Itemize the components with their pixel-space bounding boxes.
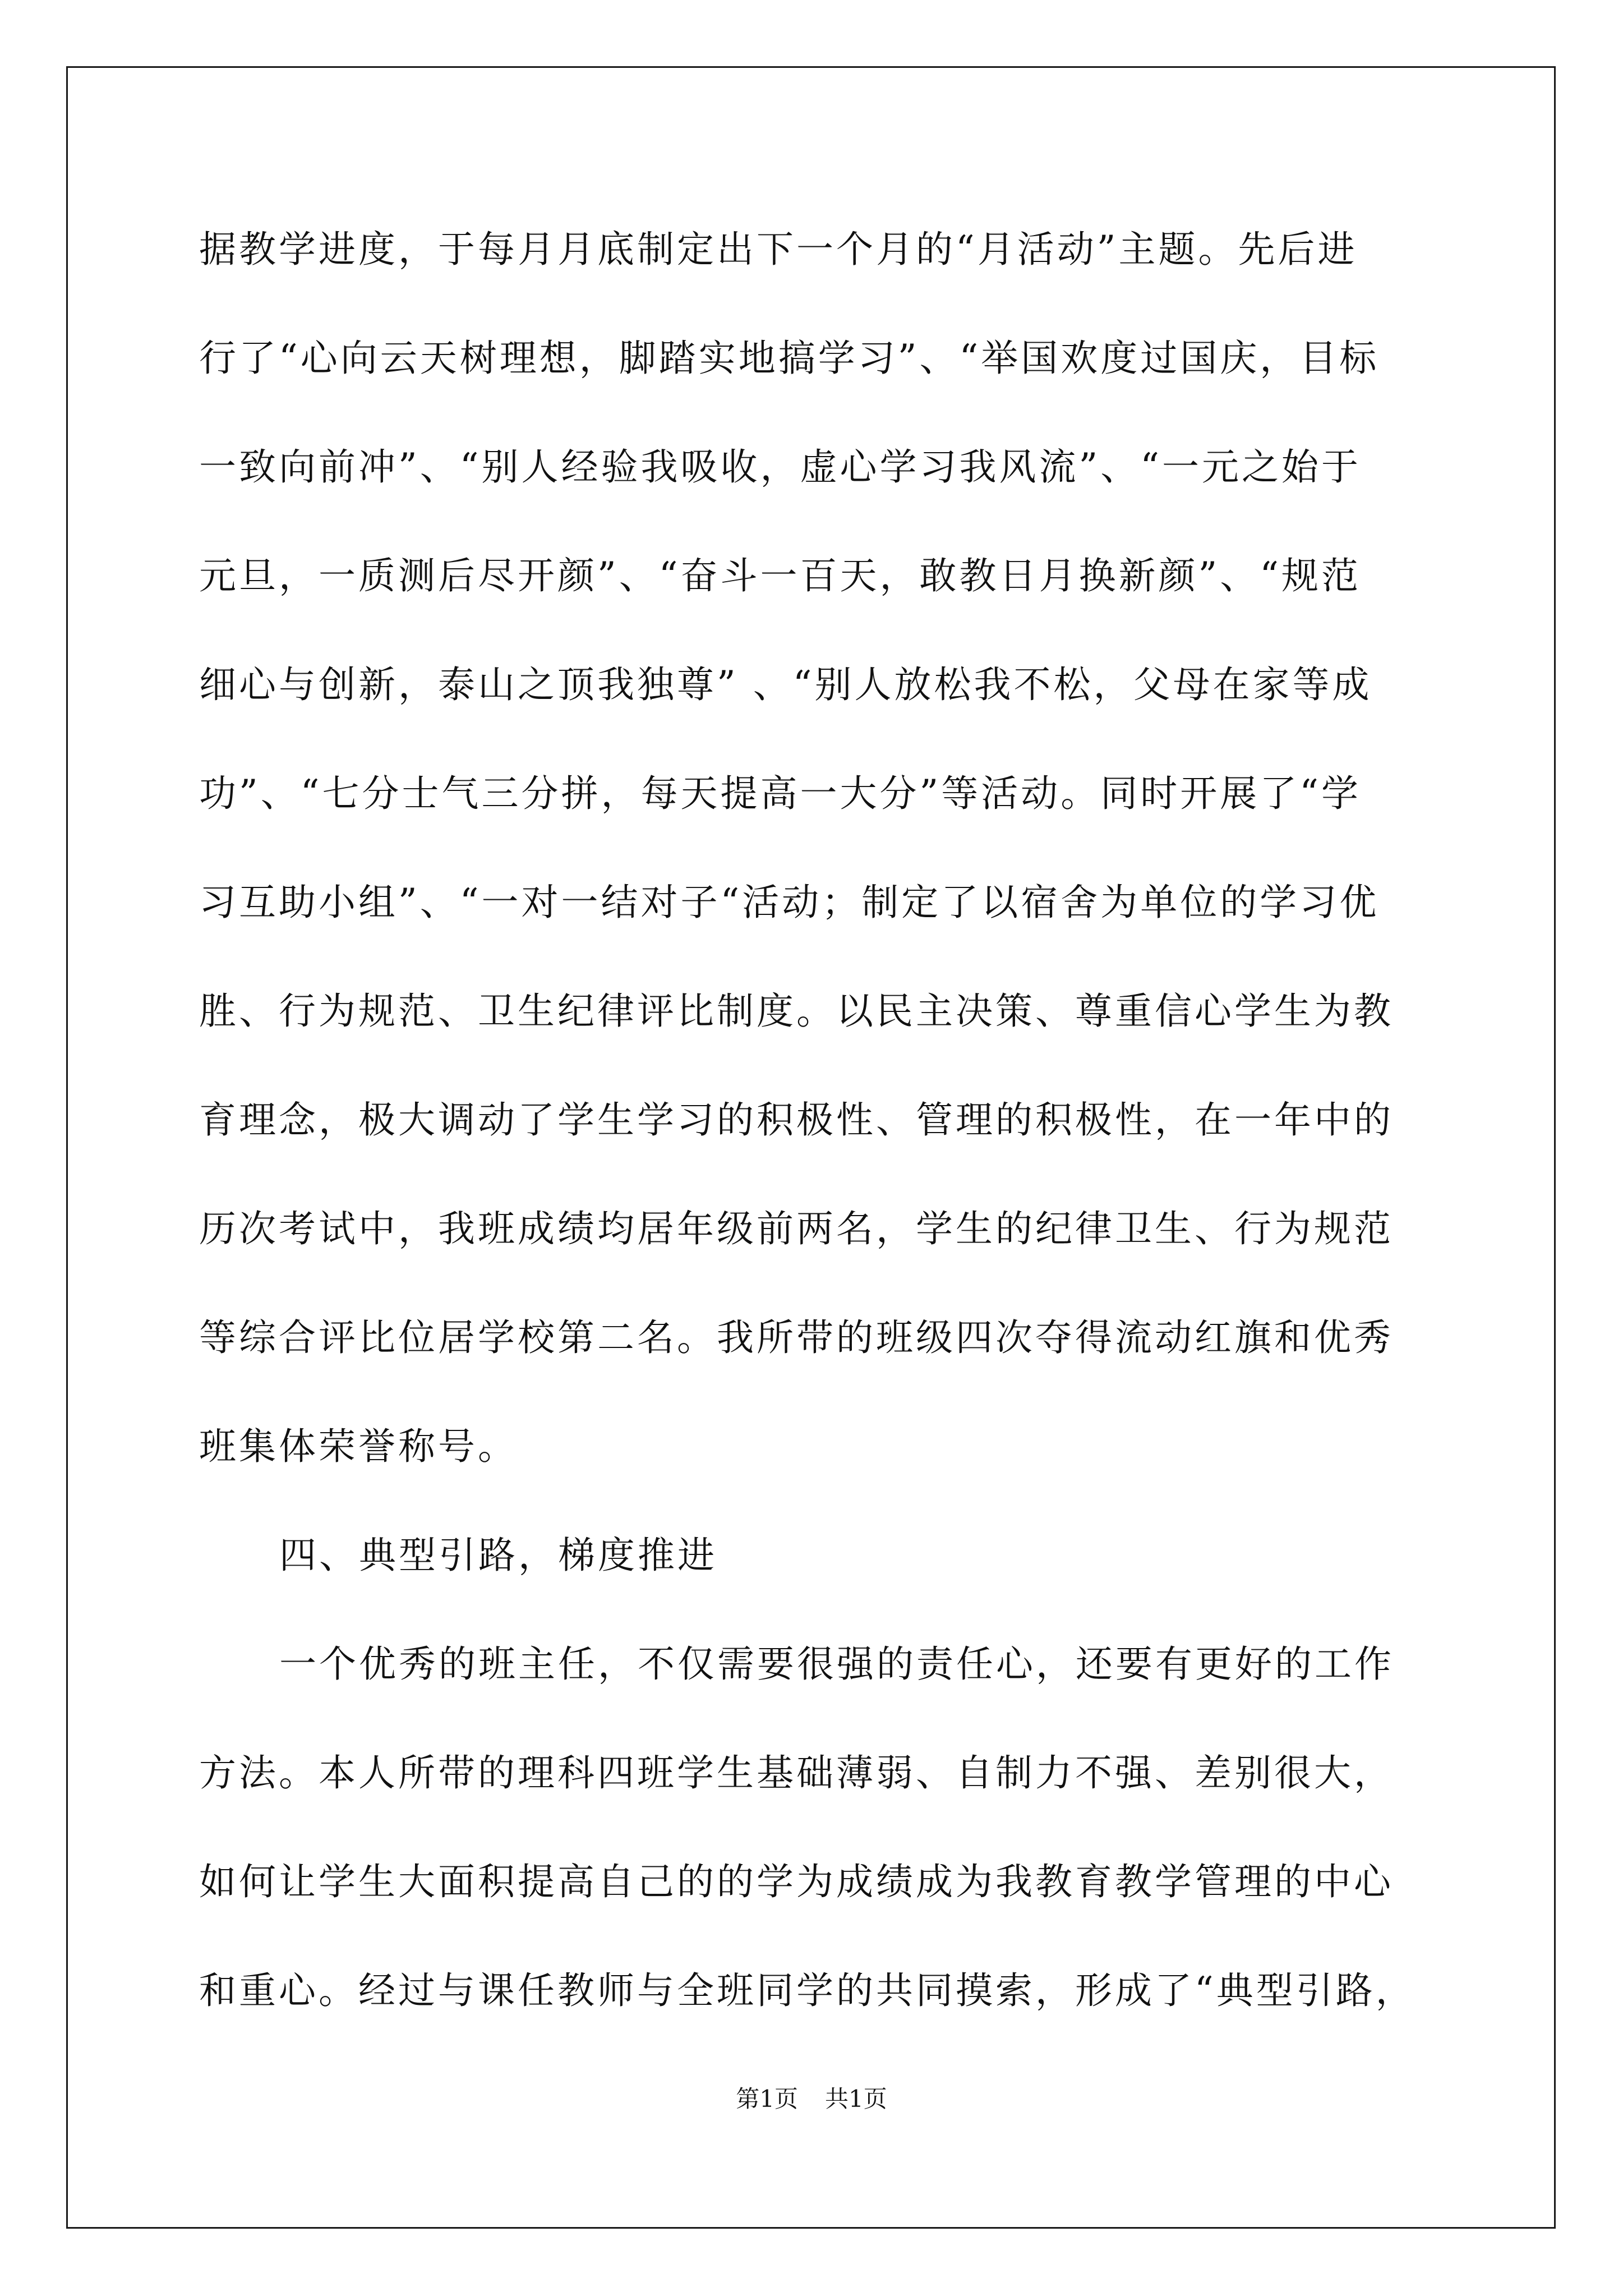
- text-line: 行了“心向云天树理想，脚踏实地搞学习”、“举国欢度过国庆，目标: [199, 337, 1380, 380]
- page-number: 第1页: [736, 2085, 798, 2113]
- text-line: 胜、行为规范、卫生纪律评比制度。以民主决策、尊重信心学生为教: [199, 990, 1394, 1033]
- page-footer: [0, 2082, 1623, 2116]
- text-line: 功”、“七分士气三分拼，每天提高一大分”等活动。同时开展了“学: [199, 772, 1361, 815]
- text-line: 育理念，极大调动了学生学习的积极性、管理的积极性，在一年中的: [199, 1098, 1394, 1142]
- text-line: 细心与创新，泰山之顶我独尊” 、“别人放松我不松，父母在家等成: [199, 663, 1372, 706]
- text-line: 一个优秀的班主任，不仅需要很强的责任心，还要有更好的工作: [279, 1642, 1394, 1686]
- page-total: 共1页: [825, 2085, 887, 2113]
- text-line: 和重心。经过与课任教师与全班同学的共同摸索，形成了“典型引路，: [199, 1969, 1415, 2012]
- text-line: 等综合评比位居学校第二名。我所带的班级四次夺得流动红旗和优秀: [199, 1316, 1394, 1359]
- text-line: 一致向前冲”、“别人经验我吸收，虚心学习我风流”、“一元之始于: [199, 445, 1361, 489]
- text-line: 元旦，一质测后尽开颜”、“奋斗一百天，敢教日月换新颜”、“规范: [199, 554, 1361, 597]
- text-line: 据教学进度，于每月月底制定出下一个月的“月活动”主题。先后进: [199, 228, 1358, 271]
- text-line: 如何让学生大面积提高自己的的学为成绩成为我教育教学管理的中心: [199, 1860, 1394, 1903]
- section-heading: 四、典型引路，梯度推进: [279, 1534, 717, 1577]
- text-line: 方法。本人所带的理科四班学生基础薄弱、自制力不强、差别很大，: [199, 1751, 1394, 1795]
- text-line: 班集体荣誉称号。: [199, 1425, 518, 1468]
- text-line: 习互助小组”、“一对一结对子“活动；制定了以宿舍为单位的学习优: [199, 881, 1380, 924]
- text-line: 历次考试中，我班成绩均居年级前两名，学生的纪律卫生、行为规范: [199, 1207, 1394, 1250]
